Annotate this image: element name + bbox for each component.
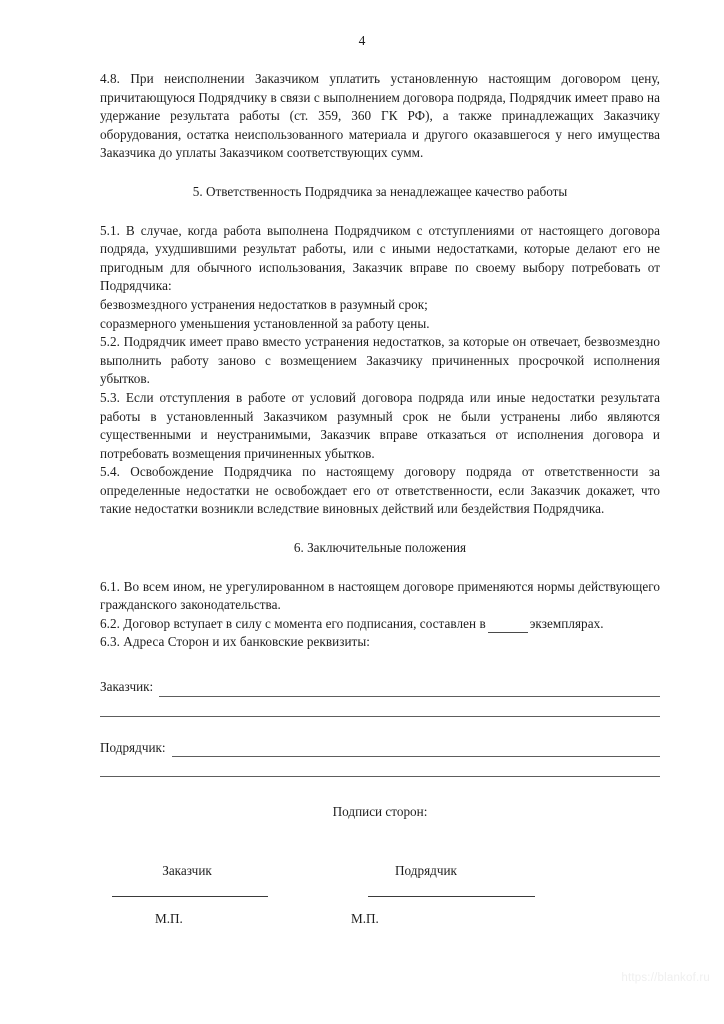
signature-role-contractor: Подрядчик [395, 862, 457, 878]
heading-signatures: Подписи сторон: [332, 804, 428, 820]
clause-5-2: 5.2. Подрядчик имеет право вместо устранения недостатков, за которые он отвечает, безвозмездно выполнить работу заново с возмещением Заказчику причиненных просрочкой исполнения убытков. [100, 334, 660, 387]
customer-requisites-label: Заказчик: [100, 679, 154, 695]
contractor-requisites-label: Подрядчик: [100, 739, 166, 755]
clause-6-2-text-before: 6.2. Договор вступает в силу с момента его подписания, составлен в [100, 615, 486, 631]
heading-section-6: 6. Заключительные положения [293, 540, 467, 556]
signature-column-contractor [351, 862, 551, 929]
stamp-mark-customer: М.П. [155, 911, 183, 927]
signature-role-customer: Заказчик [162, 862, 212, 878]
clause-6-3: 6.3. Адреса Сторон и их банковские реквизиты: [100, 634, 370, 650]
stamp-mark-contractor: М.П. [351, 911, 379, 927]
customer-requisites-line-1[interactable] [159, 684, 660, 697]
document-body [100, 70, 660, 929]
site-watermark: https://blankof.ru [621, 972, 710, 984]
copies-count-blank[interactable] [488, 620, 528, 633]
clause-6-1: 6.1. Во всем ином, не урегулированном в настоящем договоре применяются нормы действующего гражданского законодательства. [100, 578, 660, 613]
contractor-requisites-row [100, 739, 660, 758]
clause-5-1: 5.1. В случае, когда работа выполнена Подрядчиком с отступлениями от настоящего договора подряда, ухудшившими результат работы, или с иными недостатками, которые делают его не пригодным для обычного использования, Заказчик вправе по своему выбору потребовать от Подрядчика: [100, 222, 660, 294]
customer-requisites-row [100, 678, 660, 697]
contractor-requisites-line-1[interactable] [172, 744, 660, 757]
clause-5-4: 5.4. Освобождение Подрядчика по настоящему договору подряда от ответственности за определенные недостатки не освобождает его от ответственности, если Заказчик докажет, что такие недостатки возникли вследствие виновных действий или бездействия Подрядчика. [100, 464, 660, 517]
clause-6-2 [100, 615, 660, 634]
clause-5-1-option-a: безвозмездного устранения недостатков в разумный срок; [100, 296, 428, 312]
clause-5-1-option-b: соразмерного уменьшения установленной за работу цены. [100, 315, 430, 331]
clause-6-2-text-after: экземплярах. [529, 615, 604, 631]
clause-5-3: 5.3. Если отступления в работе от условий договора подряда или иные недостатки результата работы в установленный Заказчиком разумный срок не были устранены либо являются существенными и неустранимыми, Заказчик вправе отказаться от исполнения договора и потребовать возмещения причиненных убытков. [100, 389, 660, 461]
heading-section-5: 5. Ответственность Подрядчика за ненадлежащее качество работы [192, 183, 568, 199]
signature-line-contractor[interactable] [368, 896, 535, 897]
page-number: 4 [358, 33, 366, 48]
signature-line-customer[interactable] [112, 896, 268, 897]
signature-block [112, 862, 660, 929]
signature-column-customer [112, 862, 312, 929]
clause-4-8: 4.8. При неисполнении Заказчиком уплатить установленную настоящим договором цену, причитающуюся Подрядчику в связи с выполнением договора подряда, Подрядчик имеет право на удержание результата работы (ст. 359, 360 ГК РФ), а также принадлежащих Заказчику оборудования, остатка неиспользованного материала и другого оказавшегося у него имущества Заказчика до уплаты Заказчиком соответствующих сумм. [100, 71, 660, 161]
